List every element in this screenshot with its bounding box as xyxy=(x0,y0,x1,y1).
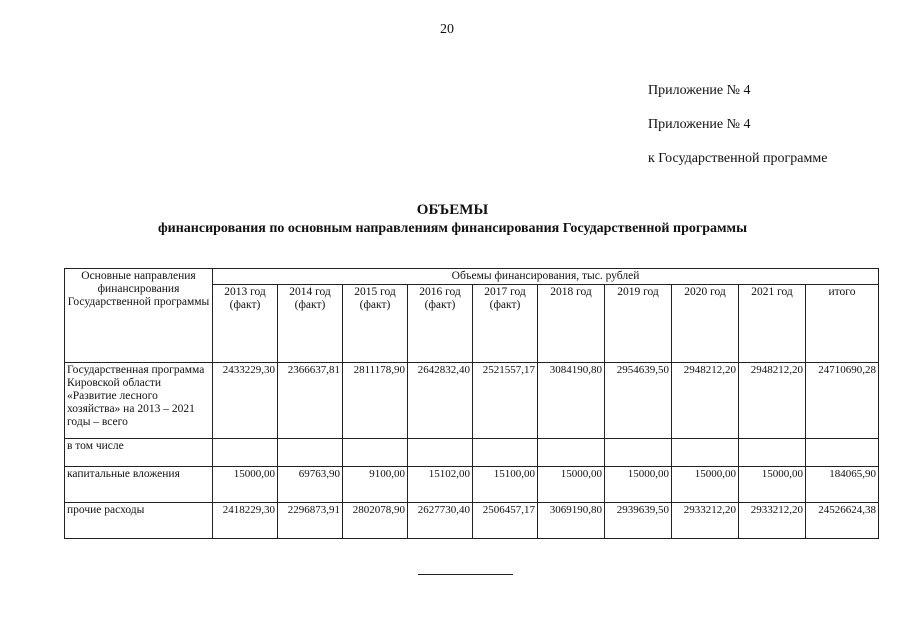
table-cell: 2366637,81 xyxy=(278,363,343,439)
table-cell: 15000,00 xyxy=(213,467,278,503)
table-row-including xyxy=(65,439,879,467)
row-label: прочие расходы xyxy=(65,503,213,539)
table-row-program-total xyxy=(65,363,879,439)
year-header: 2019 год xyxy=(605,285,672,363)
total-header: итого xyxy=(806,285,879,363)
table-cell: 2433229,30 xyxy=(213,363,278,439)
table-cell xyxy=(672,439,739,467)
table-cell: 15000,00 xyxy=(605,467,672,503)
table-row-capital-investments xyxy=(65,467,879,503)
end-separator-line xyxy=(418,574,513,575)
financing-volume-header: Объемы финансирования, тыс. рублей xyxy=(213,269,879,285)
table-cell xyxy=(278,439,343,467)
table-cell xyxy=(213,439,278,467)
table-cell: 69763,90 xyxy=(278,467,343,503)
table-cell xyxy=(605,439,672,467)
row-label: капитальные вложения xyxy=(65,467,213,503)
table-cell: 2948212,20 xyxy=(672,363,739,439)
appendix-line-3: к Государственной программе xyxy=(648,151,828,166)
table-cell: 2627730,40 xyxy=(408,503,473,539)
row-label: в том числе xyxy=(65,439,213,467)
table-cell: 2948212,20 xyxy=(739,363,806,439)
year-header: 2020 год xyxy=(672,285,739,363)
table-cell: 2954639,50 xyxy=(605,363,672,439)
page-number: 20 xyxy=(440,22,454,37)
table-cell: 24526624,38 xyxy=(806,503,879,539)
table-cell: 184065,90 xyxy=(806,467,879,503)
table-cell: 2933212,20 xyxy=(672,503,739,539)
table-cell: 15100,00 xyxy=(473,467,538,503)
table-row-other-expenses xyxy=(65,503,879,539)
table-cell: 15000,00 xyxy=(739,467,806,503)
table-cell: 9100,00 xyxy=(343,467,408,503)
table-cell: 2521557,17 xyxy=(473,363,538,439)
table-cell: 2939639,50 xyxy=(605,503,672,539)
document-subtitle: финансирования по основным направлениям финансирования Государственной программы xyxy=(157,221,747,236)
appendix-line-1: Приложение № 4 xyxy=(648,83,751,98)
year-header: 2021 год xyxy=(739,285,806,363)
table-cell xyxy=(343,439,408,467)
table-cell xyxy=(408,439,473,467)
appendix-line-2: Приложение № 4 xyxy=(648,117,751,132)
table-cell: 2811178,90 xyxy=(343,363,408,439)
year-header: 2015 год (факт) xyxy=(343,285,408,363)
table-cell: 2296873,91 xyxy=(278,503,343,539)
table-cell: 15102,00 xyxy=(408,467,473,503)
row-label: Государственная программа Кировской области «Развитие лесного хозяйства» на 2013 – 2021 годы – всего xyxy=(65,363,213,439)
table-cell: 2933212,20 xyxy=(739,503,806,539)
year-header: 2016 год (факт) xyxy=(408,285,473,363)
financing-table xyxy=(64,268,879,539)
document-title: ОБЪЕМЫ xyxy=(416,202,489,218)
table-cell: 15000,00 xyxy=(538,467,605,503)
table-cell xyxy=(473,439,538,467)
table-cell xyxy=(538,439,605,467)
year-header: 2018 год xyxy=(538,285,605,363)
table-cell xyxy=(806,439,879,467)
year-header: 2014 год (факт) xyxy=(278,285,343,363)
year-header: 2017 год (факт) xyxy=(473,285,538,363)
table-cell: 2802078,90 xyxy=(343,503,408,539)
direction-header: Основные направления финансирования Государственной программы xyxy=(65,269,213,363)
table-group-header-row xyxy=(65,269,879,285)
table-cell: 2418229,30 xyxy=(213,503,278,539)
table-cell: 15000,00 xyxy=(672,467,739,503)
table-cell: 2506457,17 xyxy=(473,503,538,539)
table-cell xyxy=(739,439,806,467)
table-cell: 2642832,40 xyxy=(408,363,473,439)
table-cell: 3069190,80 xyxy=(538,503,605,539)
table-cell: 3084190,80 xyxy=(538,363,605,439)
year-header: 2013 год (факт) xyxy=(213,285,278,363)
table-cell: 24710690,28 xyxy=(806,363,879,439)
